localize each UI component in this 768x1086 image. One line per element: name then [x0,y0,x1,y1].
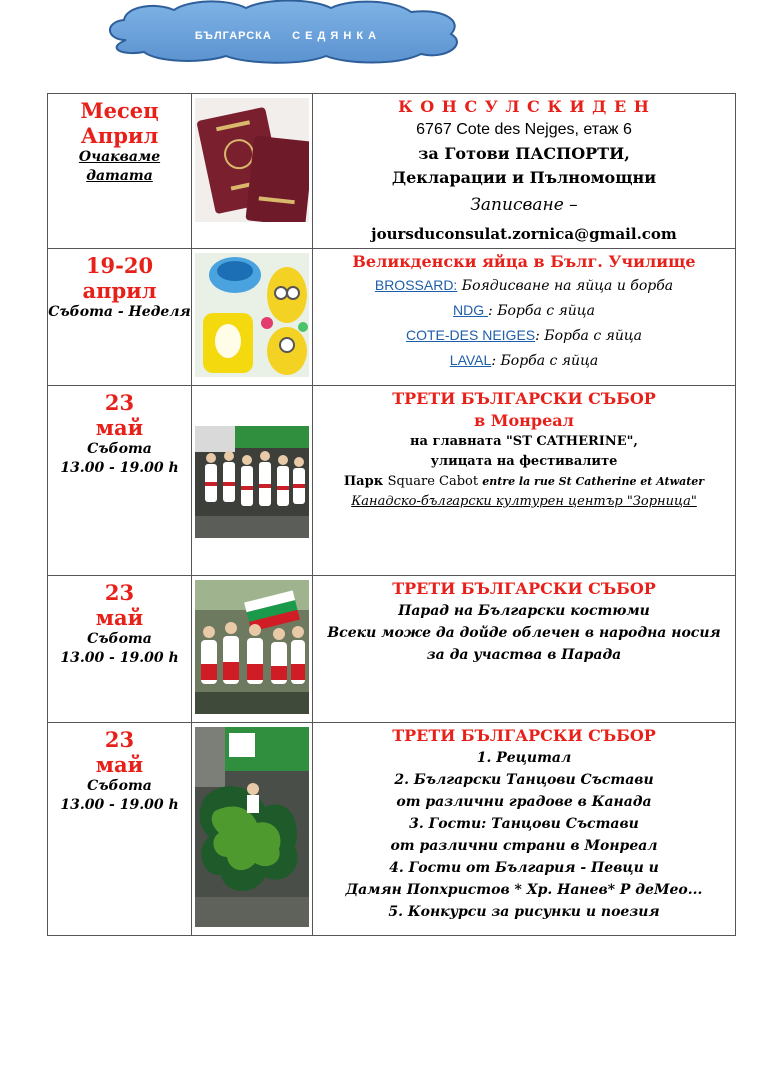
date-line: май [95,752,144,777]
info-cell [313,249,736,386]
event-title: К О Н С У Л С К И Д Е Н [398,97,650,116]
program-item: Дамян Попхристов * Хр. Нанев* Р деМео... [345,882,703,898]
event-title: Великденски яйца в Бълг. Училище [352,252,696,271]
program-item: 3. Гости: Танцови Състави [409,816,639,832]
date-cell [48,249,192,386]
info-line: на главната "ST CATHERINE", [410,434,638,449]
image-cell [192,94,313,249]
date-cell [48,94,192,249]
schedule-table [47,93,736,936]
date-cell [48,386,192,576]
place-activity: : Борба с яйца [488,303,595,319]
date-sub-line: 13.00 - 19.00 h [60,650,179,666]
image-cell [192,386,313,576]
date-line: Април [80,123,159,148]
list-item [313,298,735,323]
date-line: април [82,278,157,303]
event-subtitle: в Монреал [474,411,574,430]
info-cell [313,576,736,723]
date-line: 23 [104,390,135,415]
info-cell [313,386,736,576]
date-line: май [95,605,144,630]
list-item [313,348,735,373]
image-cell [192,249,313,386]
email-link[interactable]: joursduconsulat.zornica@gmail.com [371,225,677,243]
header-cloud [96,0,476,64]
info-line: Парад на Български костюми [398,603,650,619]
header-title: БЪЛГАРСКА С Е Д Я Н К А [194,30,378,42]
date-sub-line: Събота - Неделя [48,304,191,320]
info-line: за Готови ПАСПОРТИ, [418,144,630,163]
event-title: ТРЕТИ БЪЛГАРСКИ СЪБОР [392,726,656,745]
program-item: 5. Конкурси за рисунки и поезия [388,904,660,920]
info-cell [313,94,736,249]
table-row [48,576,736,723]
info-line: Записване – [470,195,578,215]
list-item [313,273,735,298]
date-line: май [95,415,144,440]
parade-photo [195,580,309,718]
info-line: за да участва в Парада [426,647,622,663]
place-link[interactable]: BROSSARD: [374,277,458,293]
passport-photo [195,98,309,226]
dancer-skirt-photo [195,727,309,931]
program-item: от различни страни в Монреал [390,838,658,854]
table-row [48,94,736,249]
date-line: 23 [104,727,135,752]
center-name: Канадско-български културен център "Зорница" [351,494,697,509]
program-item: 4. Гости от България - Певци и [389,860,659,876]
date-cell [48,723,192,936]
table-row [48,723,736,936]
program-item: от различни градове в Канада [396,794,652,810]
date-sub-line: датата [86,168,153,184]
event-title: ТРЕТИ БЪЛГАРСКИ СЪБОР [392,389,656,408]
date-sub-line: 13.00 - 19.00 h [60,797,179,813]
date-sub-line: Събота [87,631,152,647]
date-sub-line: 13.00 - 19.00 h [60,460,179,476]
date-cell [48,576,192,723]
park-line [313,472,735,492]
date-sub-line: Очакваме [78,149,161,165]
info-line: Декларации и Пълномощни [391,168,657,187]
table-row [48,249,736,386]
event-title: ТРЕТИ БЪЛГАРСКИ СЪБОР [392,579,656,598]
info-cell [313,723,736,936]
park-name: Square Cabot [387,474,483,489]
program-item: 1. Рецитал [476,750,572,766]
image-cell [192,723,313,936]
date-line: 23 [104,580,135,605]
place-activity: : Борба с яйца [491,353,599,369]
place-link[interactable]: NDG [453,302,489,318]
table-row [48,386,736,576]
date-line: 19-20 [85,253,154,278]
place-link[interactable]: LAVAL [449,352,492,368]
place-activity: : Борба с яйца [535,328,643,344]
image-cell [192,576,313,723]
folk-dancers-photo [195,426,309,542]
date-sub-line: Събота [87,441,152,457]
place-activity: Боядисване на яйца и борба [457,278,674,294]
place-link[interactable]: COTE-DES NEIGES [405,327,536,343]
info-line: улицата на фестивалите [430,454,618,469]
easter-eggs-photo [195,253,309,381]
park-label: Парк [343,474,388,489]
date-sub-line: Събота [87,778,152,794]
program-item: 2. Български Танцови Състави [394,772,654,788]
address-line: 6767 Cote des Nejges, етаж 6 [416,121,632,138]
date-line: Месец [80,98,159,123]
list-item [313,323,735,348]
info-line: Всеки може да дойде облечен в народна носия [327,625,721,641]
park-detail: entre la rue St Catherine et Atwater [482,475,705,488]
